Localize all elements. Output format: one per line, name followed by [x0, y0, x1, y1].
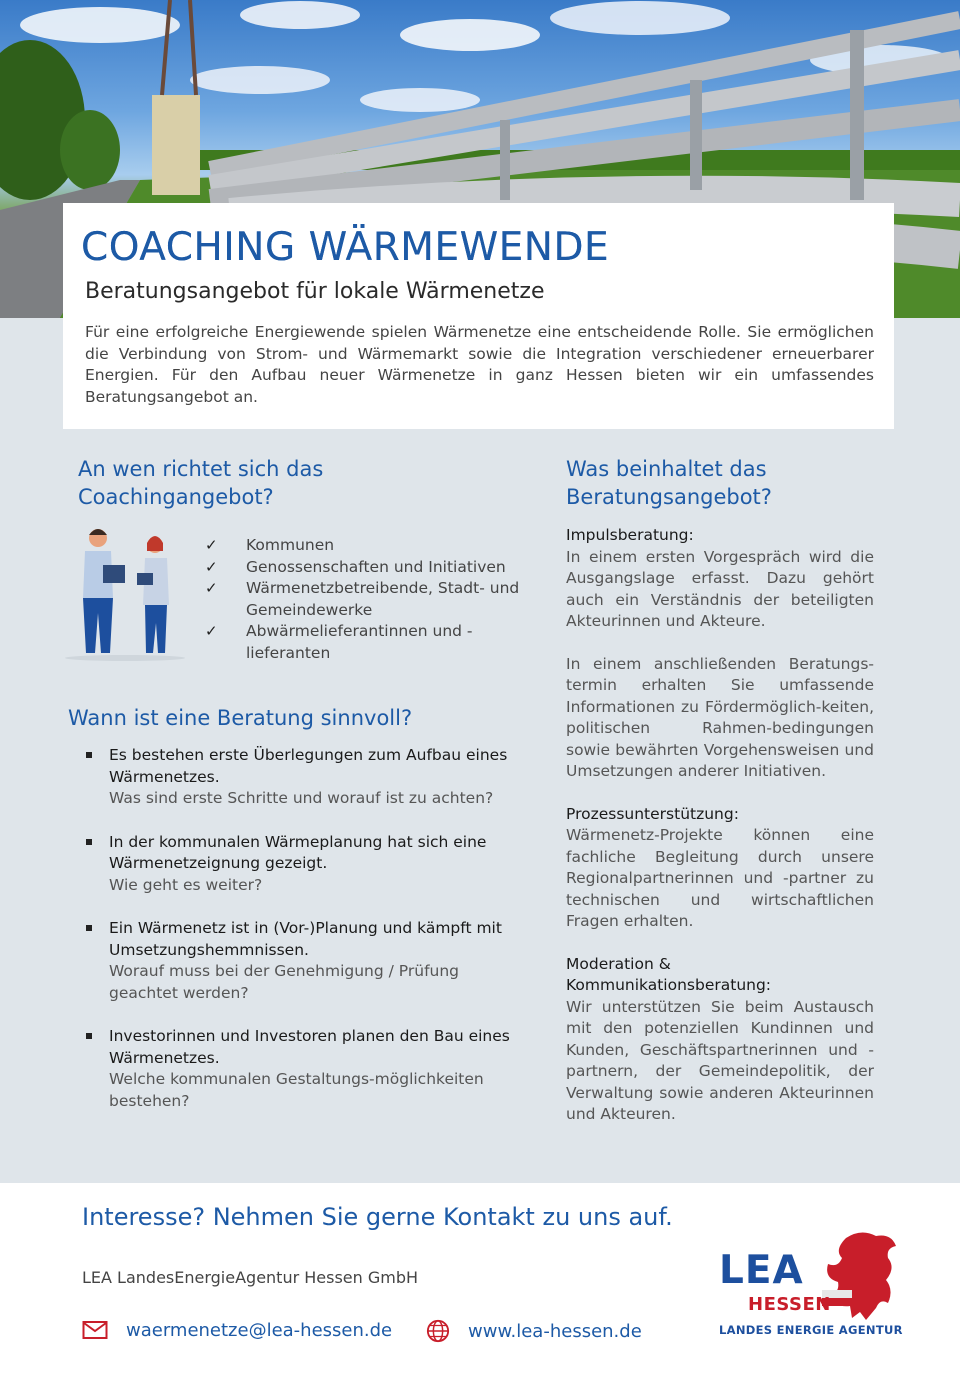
- check-icon: ✓: [205, 579, 218, 597]
- when-list: [84, 745, 524, 1134]
- web-link[interactable]: www.lea-hessen.de: [468, 1320, 642, 1342]
- offer-heading: Was beinhaltet das Beratungsangebot?: [566, 457, 772, 509]
- web-row: [426, 1319, 642, 1343]
- offer-section-moderation: Moderation & Kommunikationsberatung: Wir unterstützen Sie beim Austausch mit den potenziellen Kundinnen und Kunden, Geschäftspartnerinnen und -partnern, der Gemeindepolitik, der Verwaltung sowie anderen Akteurinnen und Akteuren.: [566, 954, 874, 1123]
- logo-hessen-text: HESSEN: [748, 1294, 831, 1315]
- page-title: COACHING WÄRMEWENDE: [81, 225, 610, 270]
- logo-subtitle: LANDES ENERGIE AGENTUR: [719, 1323, 903, 1337]
- title-card: [63, 203, 894, 429]
- list-item: ✓ Kommunen: [205, 535, 525, 557]
- check-icon: ✓: [205, 536, 218, 554]
- company-name: LEA LandesEnergieAgentur Hessen GmbH: [82, 1268, 419, 1287]
- list-item: Es bestehen erste Überlegungen zum Aufbau eines Wärmenetzes. Was sind erste Schritte und worauf ist zu achten?: [84, 745, 524, 810]
- list-item: ✓ Genossenschaften und Initiativen: [205, 557, 525, 579]
- email-row: [82, 1319, 392, 1341]
- offer-sections: [566, 525, 874, 1147]
- check-icon: ✓: [205, 622, 218, 640]
- target-heading: An wen richtet sich das Coachingangebot?: [78, 457, 324, 509]
- bullet-icon: [86, 1033, 92, 1039]
- list-item: Ein Wärmenetz ist in (Vor-)Planung und kämpft mit Umsetzungshemmnissen. Worauf muss bei der Genehmigung / Prüfung geachtet werden?: [84, 918, 524, 1004]
- list-item: ✓ Abwärmelieferantinnen und -lieferanten: [205, 622, 473, 662]
- offer-section-prozess: Prozessunterstützung: Wärmenetz-Projekte können eine fachliche Begleitung durch unsere Regionalpartnerinnen und -partner zu technischen und wirtschaftlichen Fragen erhalten.: [566, 804, 874, 930]
- list-item: In der kommunalen Wärmeplanung hat sich eine Wärmenetzeignung gezeigt. Wie geht es weiter?: [84, 832, 524, 897]
- offer-section-termin: In einem anschließenden Beratungs-termin erhalten Sie umfassende Informationen zu Fördermöglich-keiten, politischen Rahmen-bedingungen sowie bewährten Vorgehensweisen und Umsetzungen anderer Initiativen.: [566, 654, 874, 780]
- people-illustration: [63, 523, 188, 663]
- check-icon: ✓: [205, 557, 218, 576]
- list-item: Investorinnen und Investoren planen den Bau eines Wärmenetzes. Welche kommunalen Gestaltungs-möglichkeiten bestehen?: [84, 1026, 524, 1112]
- offer-section-impuls: Impulsberatung: In einem ersten Vorgespräch wird die Ausgangslage erfasst. Dazu gehört auch ein Verständnis der beteiligten Akteurinnen und Akteure.: [566, 526, 874, 630]
- cta-heading: Interesse? Nehmen Sie gerne Kontakt zu uns auf.: [82, 1203, 673, 1231]
- page-subtitle: Beratungsangebot für lokale Wärmenetze: [85, 279, 545, 304]
- target-list: [205, 535, 525, 664]
- email-link[interactable]: waermenetze@lea-hessen.de: [126, 1319, 393, 1341]
- footer: [0, 1183, 960, 1387]
- lea-logo: [716, 1228, 906, 1338]
- bullet-icon: [86, 925, 92, 931]
- bullet-icon: [86, 752, 92, 758]
- intro-text: Für eine erfolgreiche Energiewende spielen Wärmenetze eine entscheidende Rolle. Sie ermöglichen die Verbindung von Strom- und Wärmemarkt sowie die Integration verschiedener erneuerbarer Energien. Für den Aufbau neuer Wärmenetze in ganz Hessen bieten wir ein umfassendes Beratungsangebot an.: [85, 323, 874, 406]
- logo-lea-text: LEA: [719, 1248, 804, 1293]
- bullet-icon: [86, 839, 92, 845]
- when-heading: Wann ist eine Beratung sinnvoll?: [68, 706, 413, 730]
- mail-icon: [82, 1319, 108, 1341]
- list-item: ✓ Wärmenetzbetreibende, Stadt- und Gemeindewerke: [205, 579, 520, 619]
- globe-icon: [426, 1319, 450, 1343]
